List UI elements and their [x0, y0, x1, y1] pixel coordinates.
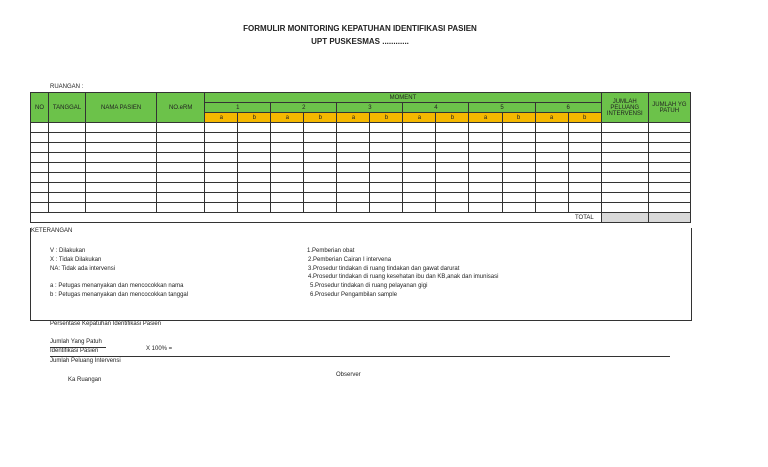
table-cell[interactable] [86, 153, 157, 163]
table-cell[interactable] [337, 163, 370, 173]
total-patuh-cell[interactable] [648, 213, 690, 223]
col-peluang-header: JUMLAH PELUANG INTERVENSI [601, 93, 648, 123]
table-cell[interactable] [238, 163, 271, 173]
table-cell[interactable] [535, 173, 568, 183]
table-cell[interactable] [304, 133, 337, 143]
observer-label: Observer [336, 372, 361, 378]
table-cell[interactable] [238, 183, 271, 193]
table-cell[interactable] [157, 203, 205, 213]
table-cell[interactable] [469, 193, 502, 203]
table-cell[interactable] [86, 193, 157, 203]
table-cell[interactable] [238, 153, 271, 163]
table-cell[interactable] [601, 193, 648, 203]
table-cell[interactable] [469, 153, 502, 163]
form-title: FORMULIR MONITORING KEPATUHAN IDENTIFIKASI PASIEN [243, 24, 477, 33]
table-cell[interactable] [436, 153, 469, 163]
table-cell[interactable] [337, 123, 370, 133]
table-cell[interactable] [238, 203, 271, 213]
table-cell[interactable] [403, 183, 436, 193]
table-cell[interactable] [304, 183, 337, 193]
keterangan-title: KETERANGAN [31, 228, 73, 234]
table-cell[interactable] [469, 163, 502, 173]
table-cell[interactable] [502, 153, 535, 163]
table-cell[interactable] [436, 143, 469, 153]
table-cell[interactable] [568, 143, 601, 153]
table-cell[interactable] [502, 133, 535, 143]
table-cell[interactable] [157, 143, 205, 153]
table-row [31, 133, 691, 143]
table-cell[interactable] [271, 173, 304, 183]
sub-a: a [535, 113, 568, 123]
table-cell[interactable] [568, 163, 601, 173]
table-cell[interactable] [469, 173, 502, 183]
fraction-line [50, 356, 670, 357]
table-cell[interactable] [648, 183, 690, 193]
table-cell[interactable] [31, 173, 49, 183]
table-cell[interactable] [86, 143, 157, 153]
table-cell[interactable] [469, 133, 502, 143]
table-cell[interactable] [535, 143, 568, 153]
table-cell[interactable] [271, 203, 304, 213]
table-row [31, 193, 691, 203]
moment-description: 5.Prosedur tindakan di ruang pelayanan gigi [310, 283, 428, 289]
moment-description: 4.Prosedur tindakan di ruang kesehatan ibu dan KB,anak dan imunisasi [308, 274, 499, 280]
table-cell[interactable] [304, 123, 337, 133]
table-cell[interactable] [370, 133, 403, 143]
table-cell[interactable] [304, 193, 337, 203]
table-cell[interactable] [436, 173, 469, 183]
legend-item: X : Tidak Dilakukan [50, 257, 102, 263]
table-cell[interactable] [304, 163, 337, 173]
table-cell[interactable] [370, 153, 403, 163]
table-cell[interactable] [568, 173, 601, 183]
table-cell[interactable] [601, 133, 648, 143]
moment-header: MOMENT [205, 93, 601, 103]
sub-a: a [205, 113, 238, 123]
table-cell[interactable] [601, 143, 648, 153]
formula-numerator: Identifikasi Pasien [50, 348, 99, 354]
table-cell[interactable] [271, 153, 304, 163]
table-cell[interactable] [436, 183, 469, 193]
table-cell[interactable] [601, 203, 648, 213]
formula-numerator: Jumlah Yang Patuh [50, 339, 102, 345]
table-cell[interactable] [502, 193, 535, 203]
table-cell[interactable] [157, 173, 205, 183]
moment-number: 3 [337, 103, 403, 113]
table-cell[interactable] [370, 203, 403, 213]
table-cell[interactable] [648, 153, 690, 163]
table-cell[interactable] [271, 123, 304, 133]
moment-description: 3.Prosedur tindakan di ruang tindakan dan gawat darurat [308, 266, 460, 272]
table-cell[interactable] [31, 203, 49, 213]
table-cell[interactable] [502, 163, 535, 173]
table-cell[interactable] [49, 123, 86, 133]
table-cell[interactable] [304, 173, 337, 183]
sub-b: b [568, 113, 601, 123]
table-cell[interactable] [568, 203, 601, 213]
table-row [31, 183, 691, 193]
legend-item: NA: Tidak ada intervensi [50, 266, 116, 272]
table-cell[interactable] [271, 183, 304, 193]
table-cell[interactable] [403, 143, 436, 153]
table-cell[interactable] [49, 183, 86, 193]
sub-b: b [304, 113, 337, 123]
table-cell[interactable] [49, 173, 86, 183]
table-cell[interactable] [601, 123, 648, 133]
table-cell[interactable] [31, 153, 49, 163]
moment-number: 5 [469, 103, 535, 113]
table-cell[interactable] [49, 163, 86, 173]
table-cell[interactable] [238, 133, 271, 143]
table-cell[interactable] [86, 183, 157, 193]
ruangan-label: RUANGAN : [50, 84, 84, 90]
table-cell[interactable] [403, 153, 436, 163]
table-cell[interactable] [31, 193, 49, 203]
table-cell[interactable] [568, 123, 601, 133]
table-cell[interactable] [648, 163, 690, 173]
table-cell[interactable] [370, 123, 403, 133]
total-spacer [31, 213, 569, 223]
table-cell[interactable] [337, 133, 370, 143]
table-cell[interactable] [31, 123, 49, 133]
table-cell[interactable] [601, 163, 648, 173]
table-cell[interactable] [568, 193, 601, 203]
sub-a: a [271, 113, 304, 123]
table-cell[interactable] [568, 133, 601, 143]
table-cell[interactable] [157, 193, 205, 203]
table-cell[interactable] [568, 153, 601, 163]
table-cell[interactable] [205, 143, 238, 153]
table-cell[interactable] [469, 183, 502, 193]
table-cell[interactable] [535, 163, 568, 173]
table-cell[interactable] [648, 203, 690, 213]
table-cell[interactable] [436, 203, 469, 213]
table-cell[interactable] [648, 173, 690, 183]
table-cell[interactable] [502, 123, 535, 133]
table-cell[interactable] [271, 143, 304, 153]
table-cell[interactable] [535, 203, 568, 213]
table-cell[interactable] [403, 163, 436, 173]
table-cell[interactable] [238, 173, 271, 183]
table-cell[interactable] [648, 123, 690, 133]
sub-b: b [238, 113, 271, 123]
total-row [31, 213, 691, 223]
table-row [31, 203, 691, 213]
table-cell[interactable] [304, 143, 337, 153]
table-cell[interactable] [648, 143, 690, 153]
table-cell[interactable] [238, 193, 271, 203]
table-cell[interactable] [535, 183, 568, 193]
table-cell[interactable] [205, 183, 238, 193]
table-cell[interactable] [205, 173, 238, 183]
table-cell[interactable] [49, 193, 86, 203]
table-cell[interactable] [568, 183, 601, 193]
table-cell[interactable] [469, 203, 502, 213]
sub-a: a [469, 113, 502, 123]
legend-item: V : Dilakukan [50, 248, 86, 254]
table-cell[interactable] [648, 193, 690, 203]
sub-b: b [436, 113, 469, 123]
table-cell[interactable] [337, 173, 370, 183]
table-cell[interactable] [86, 123, 157, 133]
formula-multiplier: X 100% = [146, 346, 173, 352]
table-cell[interactable] [205, 153, 238, 163]
legend-item: a : Petugas menanyakan dan mencocokkan nama [50, 283, 184, 289]
moment-number: 4 [403, 103, 469, 113]
table-cell[interactable] [502, 183, 535, 193]
table-cell[interactable] [535, 193, 568, 203]
table-cell[interactable] [205, 133, 238, 143]
table-cell[interactable] [436, 123, 469, 133]
moment-description: 1.Pemberian obat [307, 248, 355, 254]
table-cell[interactable] [403, 193, 436, 203]
monitoring-table [30, 92, 691, 223]
ka-ruangan-label: Ka Ruangan [68, 377, 102, 383]
table-cell[interactable] [31, 143, 49, 153]
moment-description: 6.Prosedur Pengambilan sample [310, 292, 398, 298]
table-cell[interactable] [436, 133, 469, 143]
table-cell[interactable] [436, 193, 469, 203]
table-cell[interactable] [157, 133, 205, 143]
table-cell[interactable] [535, 153, 568, 163]
table-cell[interactable] [157, 153, 205, 163]
table-cell[interactable] [157, 163, 205, 173]
table-cell[interactable] [370, 183, 403, 193]
table-cell[interactable] [337, 193, 370, 203]
table-cell[interactable] [502, 143, 535, 153]
col-patuh-header: JUMLAH YG PATUH [648, 93, 690, 123]
table-cell[interactable] [370, 173, 403, 183]
table-cell[interactable] [403, 133, 436, 143]
table-cell[interactable] [205, 193, 238, 203]
table-cell[interactable] [271, 163, 304, 173]
table-cell[interactable] [337, 203, 370, 213]
col-nama-header: NAMA PASIEN [86, 93, 157, 123]
moment-description: 2.Pemberian Cairan I intervena [308, 257, 392, 263]
table-cell[interactable] [469, 143, 502, 153]
table-row [31, 143, 691, 153]
table-cell[interactable] [370, 193, 403, 203]
table-cell[interactable] [205, 203, 238, 213]
table-cell[interactable] [86, 163, 157, 173]
table-cell[interactable] [86, 203, 157, 213]
table-cell[interactable] [49, 133, 86, 143]
table-cell[interactable] [337, 183, 370, 193]
table-cell[interactable] [535, 133, 568, 143]
col-no-header: NO [31, 93, 49, 123]
table-row [31, 123, 691, 133]
table-cell[interactable] [535, 123, 568, 133]
sub-a: a [337, 113, 370, 123]
table-cell[interactable] [157, 183, 205, 193]
table-cell[interactable] [31, 183, 49, 193]
table-cell[interactable] [31, 163, 49, 173]
table-cell[interactable] [502, 203, 535, 213]
formula-title: Persentase Kepatuhan Identifikasi Pasien [50, 321, 162, 327]
table-cell[interactable] [403, 203, 436, 213]
total-label: TOTAL [568, 213, 601, 223]
table-cell[interactable] [403, 123, 436, 133]
table-row [31, 163, 691, 173]
table-cell[interactable] [601, 153, 648, 163]
table-cell[interactable] [469, 123, 502, 133]
form-subtitle: UPT PUSKESMAS ............ [311, 37, 409, 46]
moment-number: 1 [205, 103, 271, 113]
table-cell[interactable] [601, 173, 648, 183]
table-cell[interactable] [337, 143, 370, 153]
table-cell[interactable] [49, 143, 86, 153]
table-cell[interactable] [238, 143, 271, 153]
table-cell[interactable] [271, 193, 304, 203]
table-cell[interactable] [205, 163, 238, 173]
table-cell[interactable] [337, 153, 370, 163]
moment-number: 6 [535, 103, 601, 113]
table-cell[interactable] [49, 153, 86, 163]
sub-a: a [403, 113, 436, 123]
col-tanggal-header: TANGGAL [49, 93, 86, 123]
table-cell[interactable] [304, 153, 337, 163]
table-cell[interactable] [86, 173, 157, 183]
total-peluang-cell[interactable] [601, 213, 648, 223]
col-noerm-header: NO.eRM [157, 93, 205, 123]
table-cell[interactable] [436, 163, 469, 173]
formula-denominator: Jumlah Peluang Intervensi [50, 358, 121, 364]
sub-b: b [502, 113, 535, 123]
table-cell[interactable] [157, 123, 205, 133]
table-cell[interactable] [403, 173, 436, 183]
moment-number: 2 [271, 103, 337, 113]
table-row [31, 173, 691, 183]
table-cell[interactable] [370, 143, 403, 153]
table-cell[interactable] [648, 133, 690, 143]
table-cell[interactable] [49, 203, 86, 213]
table-cell[interactable] [502, 173, 535, 183]
table-cell[interactable] [601, 183, 648, 193]
table-cell[interactable] [238, 123, 271, 133]
table-cell[interactable] [304, 203, 337, 213]
table-cell[interactable] [205, 123, 238, 133]
table-cell[interactable] [370, 163, 403, 173]
sub-b: b [370, 113, 403, 123]
legend-item: b : Petugas menanyakan dan mencocokkan tanggal [50, 292, 189, 298]
table-cell[interactable] [86, 133, 157, 143]
table-row [31, 153, 691, 163]
table-cell[interactable] [271, 133, 304, 143]
table-cell[interactable] [31, 133, 49, 143]
